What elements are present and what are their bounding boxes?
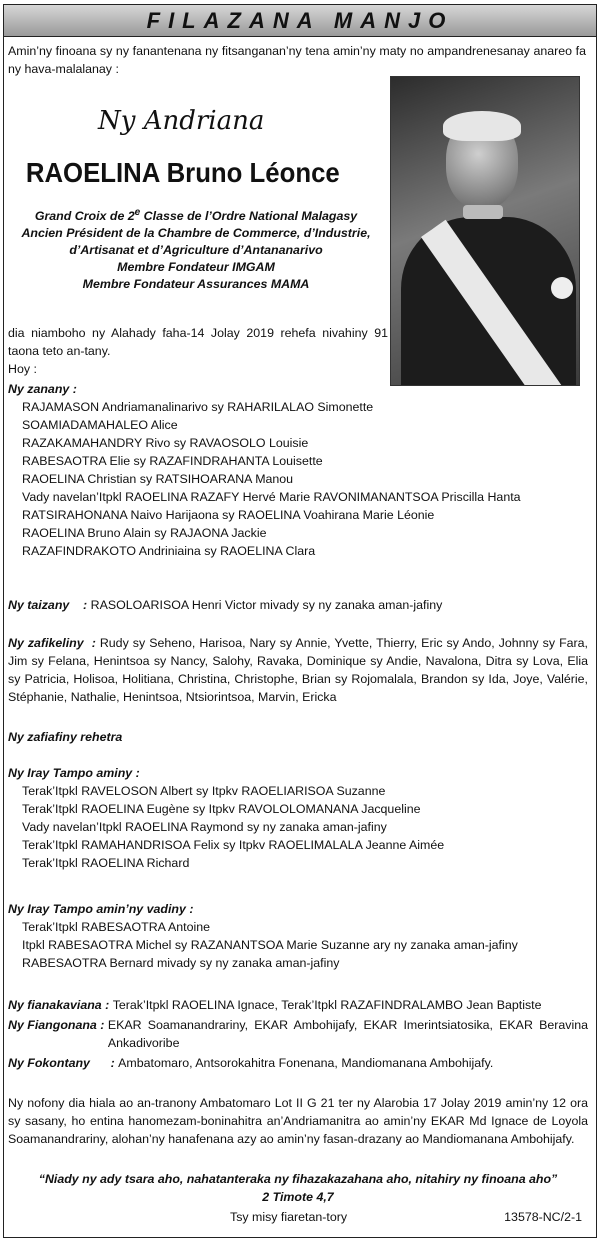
title-text: Membre Fondateur Assurances MAMA — [82, 277, 310, 292]
iray-tampo-vadiny-item: RABESAOTRA Bernard mivady sy ny zanaka aman-jafiny — [22, 956, 340, 970]
banner-title: FILAZANA MANJO — [4, 5, 596, 37]
burial-text: Ny nofony dia hiala ao an-tranony Ambatomaro Lot II G 21 ter ny Alarobia 17 Jolay 2019 amin’ny 12 ora sy sasany, ho entina hanomezam-boninahitra an’Andriamanitra ao amin’ny EKAR Md Ignace de Loyola Soamanandrariny, alohan’ny hanafenana azy ao amin’ny fasan-drazany ao Mandiomanana Ambohijafy. — [8, 1096, 588, 1146]
hoy-label: Hoy : — [8, 362, 37, 376]
fiangonana-value: EKAR Soamanandrariny, EKAR Ambohijafy, EKAR Imerintsiatosika, EKAR Beravina Ankadivoribe — [107, 1018, 588, 1050]
fiangonana-section — [8, 1016, 588, 1052]
iray-tampo-vadiny-label: Ny Iray Tampo amin’ny vadiny : — [8, 902, 194, 916]
zanany-item: Vady navelan’Itpkl RAOELINA RAZAFY Hervé Marie RAVONIMANANTSOA Priscilla Hanta — [22, 490, 521, 504]
zanany-item: RATSIRAHONANA Naivo Harijaona sy RAOELINA Voahirana Marie Léonie — [22, 508, 435, 522]
zanany-item: RABESAOTRA Elie sy RAZAFINDRAHANTA Louisette — [22, 454, 323, 468]
title-line — [8, 204, 384, 225]
fokontany-label: Ny Fokontany : — [8, 1056, 119, 1070]
title-text: Grand Croix de 2 — [34, 209, 135, 224]
iray-tampo-aminy-section — [8, 764, 588, 872]
iray-tampo-aminy-label: Ny Iray Tampo aminy : — [8, 766, 140, 780]
iray-tampo-aminy-item: Terak’Itpkl RAMAHANDRISOA Felix sy Itpkv RAOELIMALALA Jeanne Aimée — [22, 838, 445, 852]
death-notice: dia niamboho ny Alahady faha-14 Jolay 2019 rehefa nivahiny 91 taona teto an-tany. — [8, 326, 388, 358]
zanany-item: RAOELINA Christian sy RATSIHOARANA Manou — [22, 472, 294, 486]
intro-text: Amin’ny finoana sy ny fanantenana ny fitsanganan’ny tena amin’ny maty no ampandrenesanay anareo fa ny hava-malalanay : — [8, 44, 586, 76]
iray-tampo-aminy-item: Terak’Itpkl RAOELINA Richard — [22, 856, 190, 870]
iray-tampo-vadiny-section — [8, 900, 588, 972]
iray-tampo-vadiny-list — [8, 918, 588, 972]
zafikeliny-value: Rudy sy Seheno, Harisoa, Nary sy Annie, Yvette, Thierry, Eric sy Ando, Johnny sy Fara, Jim sy Felana, Henintsoa sy Nancy, Salohy, Ravaka, Dominique sy Andie, Navalona, Ditra sy Lova, Elia sy Patricia, Holisoa, Holitiana, Christina, Christophe, Brian sy Rojomalala, Brandon sy Ida, Joye, Valérie, Stéphanie, Nathalie, Henintsoa, Ntsiorintsoa, Marvin, Ericka — [8, 636, 588, 704]
fianakaviana-value: Terak’Itpkl RAOELINA Ignace, Terak’Itpkl RAZAFINDRALAMBO Jean Baptiste — [112, 998, 542, 1012]
taizany-label: Ny taizany : — [8, 598, 91, 612]
header-block — [0, 42, 600, 376]
bible-quote: “Niady ny ady tsara aho, nahatanteraka ny fihazakazahana aho, nitahiry ny finoana aho” — [38, 1172, 558, 1186]
bible-reference: 2 Timote 4,7 — [262, 1190, 334, 1204]
deceased-name: RAOELINA Bruno Léonce — [25, 157, 340, 188]
taizany-section — [8, 596, 588, 614]
zafiafiny-label: Ny zafiafiny rehetra — [8, 730, 123, 744]
footer — [8, 1208, 588, 1226]
fokontany-value: Ambatomaro, Antsorokahitra Fonenana, Mandiomanana Ambohijafy. — [118, 1056, 494, 1070]
title-text: Membre Fondateur IMGAM — [117, 260, 275, 275]
title-line — [8, 242, 384, 259]
zanany-item: SOAMIADAMAHALEO Alice — [22, 418, 178, 432]
title-line — [8, 259, 384, 276]
zanany-item: RAZAKAMAHANDRY Rivo sy RAVAOSOLO Louisie — [22, 436, 309, 450]
zafikeliny-label: Ny zafikeliny : — [8, 636, 100, 650]
fianakaviana-label: Ny fianakaviana : — [8, 998, 113, 1012]
zafikeliny-section — [8, 634, 588, 706]
honorific: Ny Andriana — [98, 106, 265, 136]
zanany-section — [8, 380, 588, 560]
title-superscript: e — [134, 207, 141, 218]
zanany-item: RAJAMASON Andriamanalinarivo sy RAHARILALAO Simonette — [22, 400, 374, 414]
title-line — [8, 276, 384, 293]
taizany-value: RASOLOARISOA Henri Victor mivady sy ny zanaka aman-jafiny — [90, 598, 443, 612]
zanany-list — [8, 398, 588, 560]
fiangonana-label: Ny Fiangonana : — [8, 1018, 108, 1032]
iray-tampo-aminy-item: Vady navelan’Itpkl RAOELINA Raymond sy ny zanaka aman-jafiny — [22, 820, 387, 834]
zanany-item: RAOELINA Bruno Alain sy RAJAONA Jackie — [22, 526, 267, 540]
fianakaviana-section — [8, 996, 588, 1014]
footer-code: 13578-NC/2-1 — [504, 1210, 582, 1224]
zanany-label: Ny zanany : — [8, 382, 77, 396]
titles-list — [8, 204, 384, 293]
title-text: d’Artisanat et d’Agriculture d’Antananarivo — [69, 243, 323, 258]
footer-note: Tsy misy fiaretan-tory — [230, 1210, 348, 1224]
fokontany-section — [8, 1054, 588, 1072]
title-line — [8, 225, 384, 242]
title-text: Ancien Président de la Chambre de Commerce, d’Industrie, — [21, 226, 371, 241]
title-text: Classe de l’Ordre National Malagasy — [140, 209, 358, 224]
iray-tampo-vadiny-item: Itpkl RABESAOTRA Michel sy RAZANANTSOA Marie Suzanne ary ny zanaka aman-jafiny — [22, 938, 518, 952]
iray-tampo-vadiny-item: Terak’Itpkl RABESAOTRA Antoine — [22, 920, 211, 934]
zanany-item: RAZAFINDRAKOTO Andriniaina sy RAOELINA Clara — [22, 544, 316, 558]
iray-tampo-aminy-list — [8, 782, 588, 872]
iray-tampo-aminy-item: Terak’Itpkl RAOELINA Eugène sy Itpkv RAVOLOLOMANANA Jacqueline — [22, 802, 421, 816]
iray-tampo-aminy-item: Terak’Itpkl RAVELOSON Albert sy Itpkv RAOELIARISOA Suzanne — [22, 784, 386, 798]
portrait-photo — [390, 76, 580, 386]
